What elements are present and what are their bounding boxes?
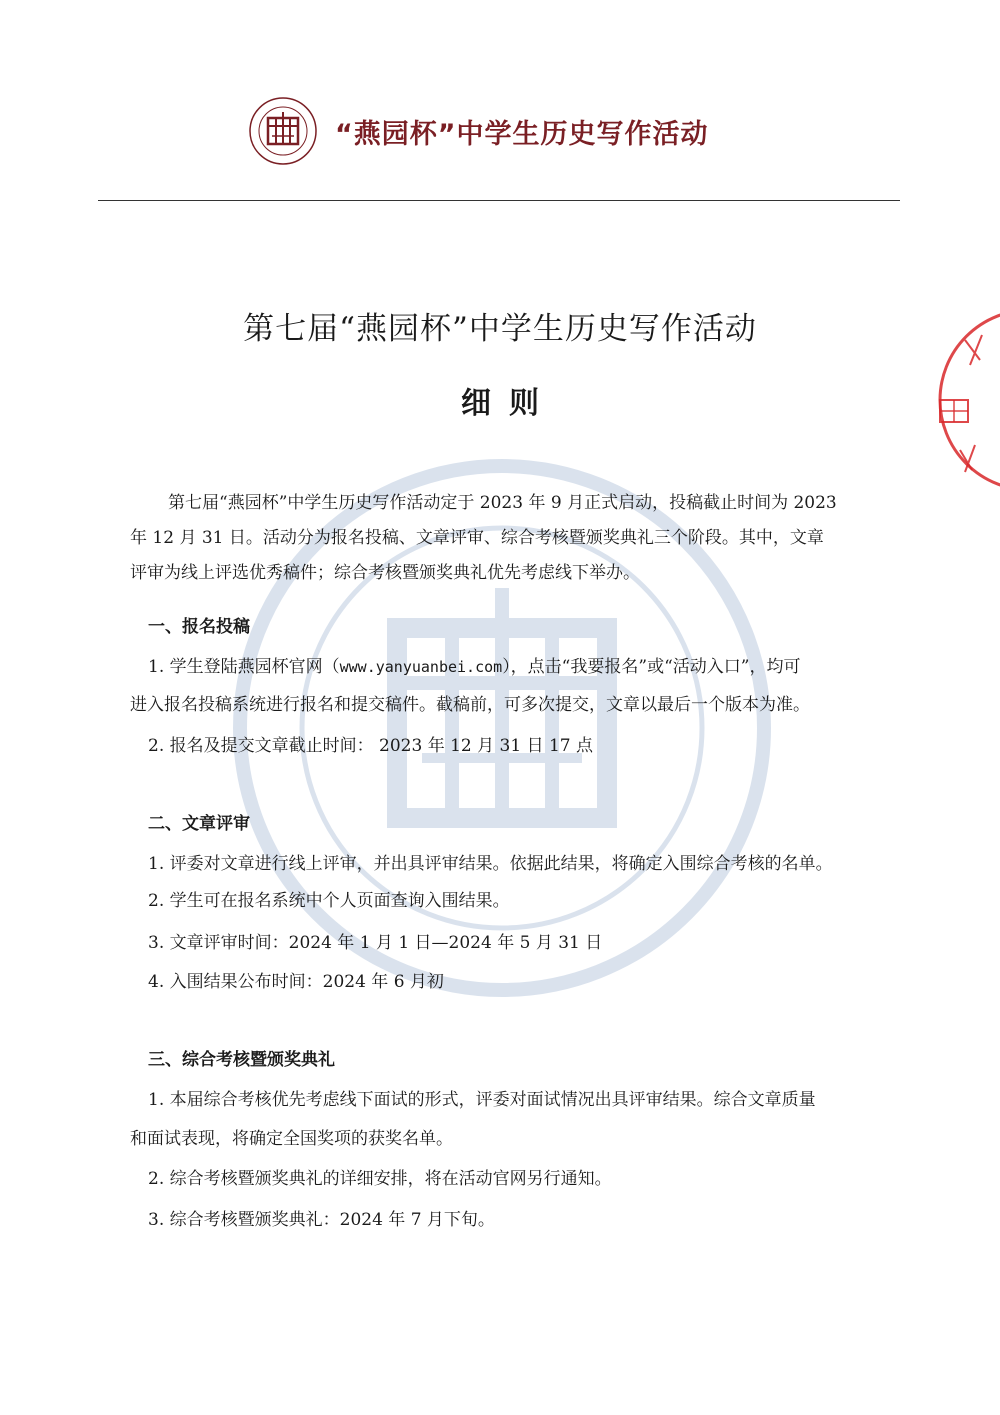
section-heading-3: 三、综合考核暨颁奖典礼	[148, 1050, 335, 1070]
section-1-item-1	[148, 652, 800, 677]
section-2-item-3: 3. 文章评审时间：2024 年 1 月 1 日—2024 年 5 月 31 日	[148, 933, 603, 953]
section-3-item-1: 1. 本届综合考核优先考虑线下面试的形式，评委对面试情况出具评审结果。综合文章质量	[148, 1090, 816, 1110]
section-1-item-2: 2. 报名及提交文章截止时间： 2023 年 12 月 31 日 17 点	[148, 736, 594, 756]
website-url: www.yanyuanbei.com	[339, 658, 503, 676]
seal-logo-icon	[248, 96, 318, 166]
section-3-item-3: 3. 综合考核暨颁奖典礼：2024 年 7 月下旬。	[148, 1210, 495, 1230]
section-heading-1: 一、报名投稿	[148, 617, 250, 637]
item-text: 1. 学生登陆燕园杯官网（	[148, 657, 340, 677]
intro-line-2: 年 12 月 31 日。活动分为报名投稿、文章评审、综合考核暨颁奖典礼三个阶段。其中，文章	[130, 528, 824, 548]
item-text: ），点击“我要报名”或“活动入口”，均可	[502, 657, 801, 677]
section-heading-2: 二、文章评审	[148, 814, 250, 834]
intro-line-3: 评审为线上评选优秀稿件；综合考核暨颁奖典礼优先考虑线下举办。	[130, 563, 640, 583]
section-3-item-2: 2. 综合考核暨颁奖典礼的详细安排，将在活动官网另行通知。	[148, 1169, 612, 1189]
header-divider	[98, 200, 900, 201]
section-2-item-1: 1. 评委对文章进行线上评审，并出具评审结果。依据此结果，将确定入围综合考核的名单。	[148, 854, 833, 874]
document-title: 第七届“燕园杯”中学生历史写作活动	[243, 311, 757, 347]
document-subtitle: 细则	[461, 386, 557, 421]
section-3-item-1-cont: 和面试表现，将确定全国奖项的获奖名单。	[130, 1129, 453, 1149]
letterhead	[0, 92, 1000, 172]
letterhead-title: “燕园杯”中学生历史写作活动	[335, 119, 709, 150]
section-2-item-4: 4. 入围结果公布时间：2024 年 6 月初	[148, 972, 444, 992]
intro-line-1: 第七届“燕园杯”中学生历史写作活动定于 2023 年 9 月正式启动，投稿截止时间为 2023	[168, 493, 837, 513]
section-1-item-1-cont: 进入报名投稿系统进行报名和提交稿件。截稿前，可多次提交，文章以最后一个版本为准。	[130, 695, 810, 715]
section-2-item-2: 2. 学生可在报名系统中个人页面查询入围结果。	[148, 891, 510, 911]
